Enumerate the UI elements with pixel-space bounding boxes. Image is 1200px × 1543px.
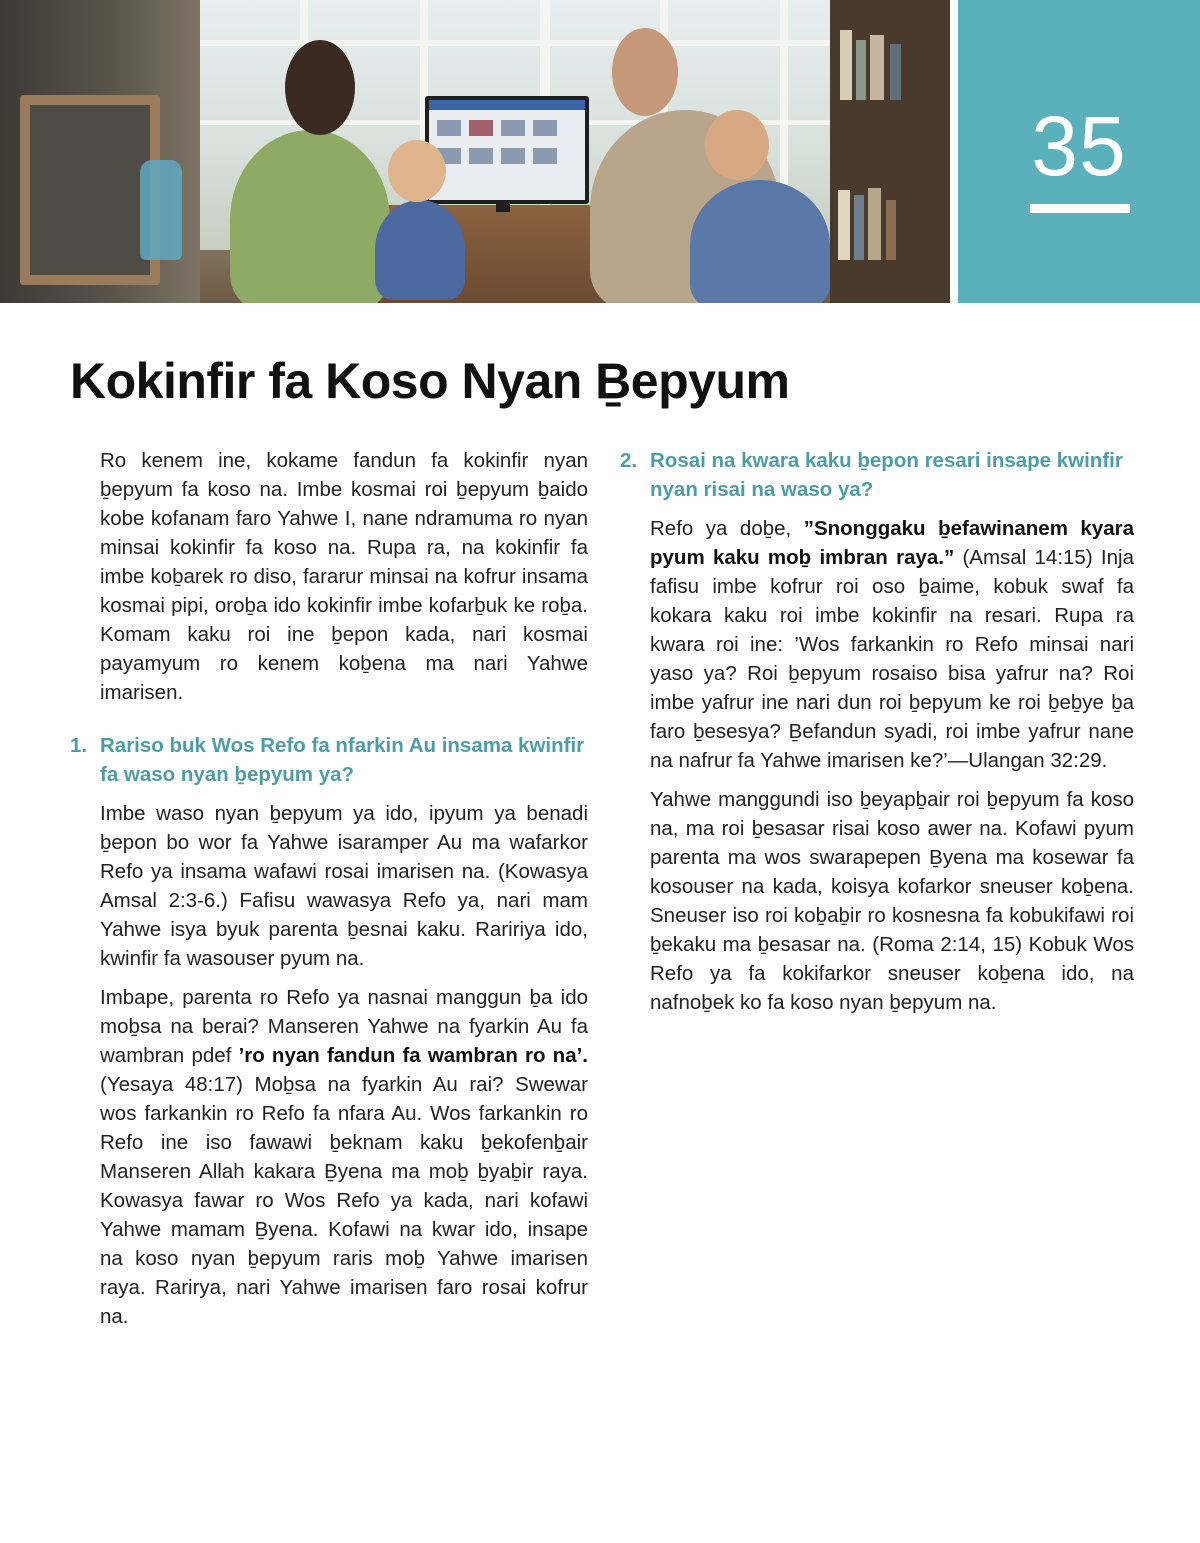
question-2 (620, 446, 1134, 504)
intro-paragraph: Ro kenem ine, kokame fandun fa kokinfir nyan ḇepyum fa koso na. Imbe kosmai roi ḇepyum ḇaido kobe kofanam faro Yahwe I, nane ndramuma ro nyan minsai kokinfir fa koso na. Rupa ra, na kokinfir fa imbe koḇarek ro diso, fararur minsai na kofrur insama kosmai pipi, oroḇa ido kokinfir imbe kofarḇuk ke roḇa. Komam kaku roi ine ḇepon kada, nari kosmai payamyum ro kenem koḇena ma nari Yahwe imarisen. (100, 449, 588, 704)
lesson-number-underline (1030, 204, 1130, 213)
question-2-text: Rosai na kwara kaku ḇepon resari insape kwinfir nyan risai na waso ya? (650, 449, 1123, 501)
section-1-paragraph-1: Imbe waso nyan ḇepyum ya ido, ipyum ya benadi ḇepon bo wor fa Yahwe isaramper Au ma wafarkor Refo ya insama wafawi rosai imarisen na. (Kowasya Amsal 2:3-6.) Fafisu wawasya Refo ya, nari mam Yahwe isya byuk parenta ḇesnai kaku. Raririya ido, kwinfir fa wasouser pyum na. (100, 802, 588, 970)
picture-frame (20, 95, 160, 285)
lesson-number-tab (958, 0, 1200, 303)
computer-monitor (425, 96, 589, 204)
question-1-number: 1. (70, 734, 88, 757)
section-2-paragraph-1: Refo ya doḇe, ”Snonggaku ḇefawinanem kyara pyum kaku moḇ imbran raya.” (Amsal 14:15) Inja fafisu imbe kofrur roi oso ḇaime, kobuk swaf fa kokara kaku roi imbe kokinfir na resari. Rupa ra kwara roi ine: ’Wos farkankin ro Refo minsai nari yaso ya? Roi ḇepyum rosaiso bisa yafrur na? Roi imbe yafrur ine nari dun roi ḇepyum ke roi ḇeḇye ḇa faro ḇesesya? Ḇefandun syadi, roi imbe yafrur nane na nafrur fa Yahwe imarisen ke?’—Ulangan 32:29. (650, 517, 1134, 772)
left-column (70, 446, 588, 1341)
quote-bold: ’ro nyan fandun fa wambran ro na’. (238, 1044, 588, 1067)
right-column (620, 446, 1134, 1027)
baby-bottle (140, 160, 182, 260)
boy (690, 180, 830, 303)
page-title: Kokinfir fa Koso Nyan Ḇepyum (70, 353, 790, 409)
bookcase (830, 0, 950, 303)
question-1 (70, 731, 588, 789)
question-2-number: 2. (620, 449, 638, 472)
quote-bold: ”Snonggaku ḇefawinanem kyara pyum kaku moḇ imbran raya.” (650, 517, 1134, 569)
lesson-number: 35 (1031, 99, 1127, 193)
baby (375, 200, 465, 300)
question-1-text: Rariso buk Wos Refo fa nfarkin Au insama kwinfir fa waso nyan ḇepyum ya? (100, 734, 585, 786)
section-2-paragraph-2: Yahwe manggundi iso ḇeyapḇair roi ḇepyum fa koso na, ma roi ḇesasar risai koso awer na. Kofawi pyum parenta ma wos swarapepen Ḇyena ma kosewar fa kosouser na kada, koisya kofarkor sneuser koḇena. Sneuser iso roi koḇaḇir ro kosnesna fa kobukifawi roi ḇekaku ma ḇesasar na. (Roma 2:14, 15) Kobuk Wos Refo ya fa kokifarkor sneuser koḇena ido, na nafnoḇek ko fa koso nyan ḇepyum na. (650, 788, 1134, 1014)
section-1-paragraph-2: Imbape, parenta ro Refo ya nasnai manggun ḇa ido moḇsa na berai? Manseren Yahwe na fyarkin Au fa wambran pdef ’ro nyan fandun fa wambran ro na’. (Yesaya 48:17) Moḇsa na fyarkin Au rai? Swewar wos farkankin ro Refo fa nfara Au. Wos farkankin ro Refo ine iso fawawi ḇeknam kaku ḇekofenḇair Manseren Allah kakara Ḇyena ma moḇ ḇyaḇir raya. Kowasya fawar ro Wos Refo ya kada, nari kofawi Yahwe mamam Ḇyena. Kofawi na kwar ido, insape na koso nyan ḇepyum raris moḇ Yahwe imarisen raya. Rarirya, nari Yahwe imarisen faro rosai kofrur na. (100, 986, 588, 1328)
woman (230, 130, 390, 303)
header-photo (0, 0, 950, 303)
